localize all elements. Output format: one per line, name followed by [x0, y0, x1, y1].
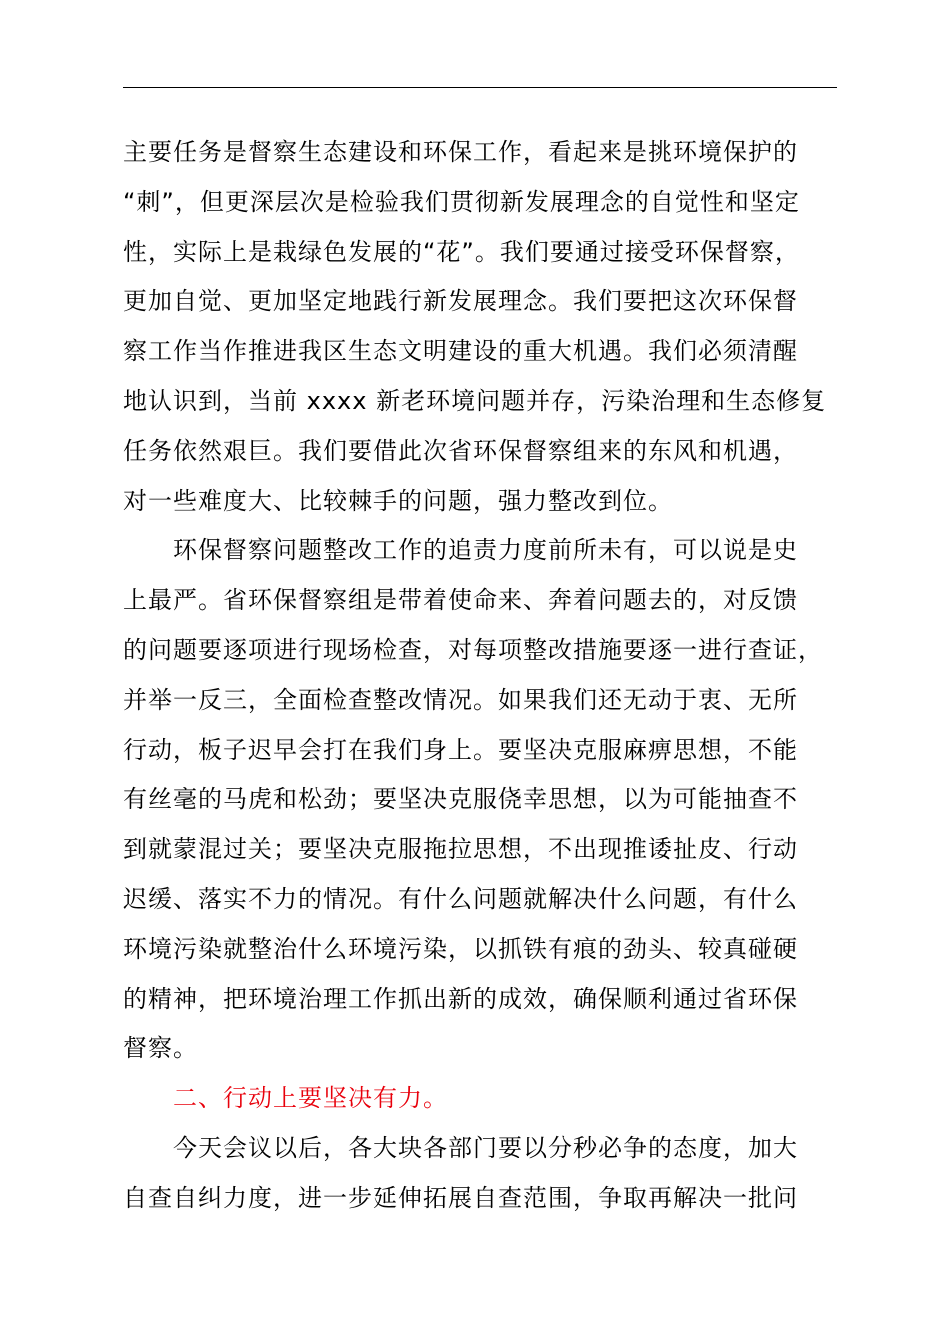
- text-line: 主要任务是督察生态建设和环保工作，看起来是挑环境保护的: [123, 138, 798, 166]
- body-text: [123, 128, 843, 1224]
- paragraph-start-line: 环保督察问题整改工作的追责力度前所未有，可以说是史: [173, 536, 798, 565]
- text-line: 环境污染就整治什么环境污染，以抓铁有痕的劲头、较真碰硬: [123, 934, 798, 963]
- text-line: 察工作当作推进我区生态文明建设的重大机遇。我们必须清醒: [123, 337, 798, 366]
- text-line: 性，实际上是栽绿色发展的“花”。我们要通过接受环保督察，: [123, 237, 800, 266]
- text-line: 地认识到，当前 xxxx 新老环境问题并存，污染治理和生态修复: [123, 386, 827, 415]
- text-line: 的精神，把环境治理工作抓出新的成效，确保顺利通过省环保: [123, 984, 798, 1013]
- text-line: 到就蒙混过关；要坚决克服拖拉思想，不出现推诿扯皮、行动: [123, 835, 798, 864]
- text-line: 有丝毫的马虎和松劲；要坚决克服侥幸思想，以为可能抽查不: [123, 785, 798, 814]
- paragraph-start-line: 今天会议以后，各大块各部门要以分秒必争的态度，加大: [173, 1133, 798, 1162]
- text-line: 行动，板子迟早会打在我们身上。要坚决克服麻痹思想，不能: [123, 735, 798, 764]
- text-line: 更加自觉、更加坚定地践行新发展理念。我们要把这次环保督: [123, 287, 798, 316]
- text-line: 上最严。省环保督察组是带着使命来、奔着问题去的，对反馈: [123, 586, 798, 615]
- text-line: 的问题要逐项进行现场检查，对每项整改措施要逐一进行查证，: [123, 635, 823, 664]
- text-line: 迟缓、落实不力的情况。有什么问题就解决什么问题，有什么: [123, 884, 798, 913]
- text-line: 任务依然艰巨。我们要借此次省环保督察组来的东风和机遇，: [123, 436, 798, 465]
- text-line: “刺”，但更深层次是检验我们贯彻新发展理念的自觉性和坚定: [123, 187, 800, 216]
- section-heading: 二、行动上要坚决有力。: [173, 1084, 448, 1113]
- header-rule: [123, 87, 837, 88]
- text-line: 对一些难度大、比较棘手的问题，强力整改到位。: [123, 486, 673, 515]
- text-line: 并举一反三，全面检查整改情况。如果我们还无动于衷、无所: [123, 685, 798, 714]
- text-line: 自查自纠力度，进一步延伸拓展自查范围，争取再解决一批问: [123, 1183, 798, 1212]
- text-line: 督察。: [123, 1034, 198, 1063]
